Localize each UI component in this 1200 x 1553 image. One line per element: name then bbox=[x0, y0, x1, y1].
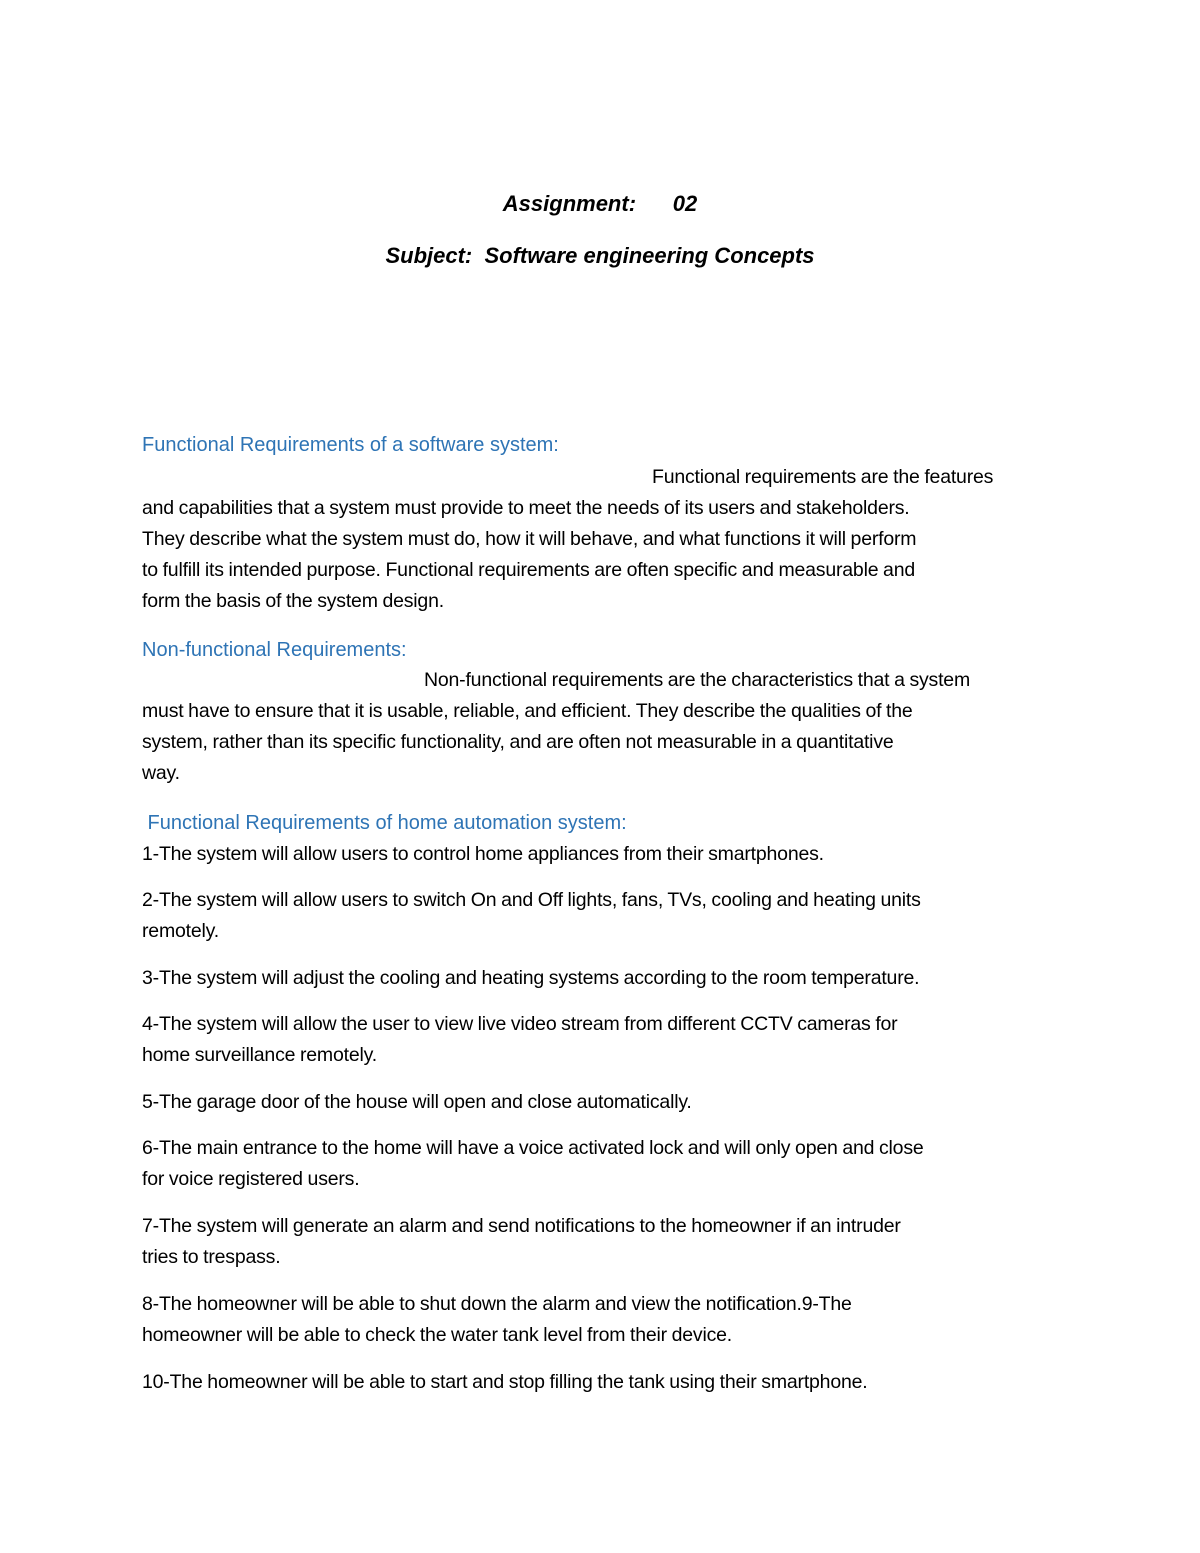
subject-value: Software engineering Concepts bbox=[484, 243, 815, 268]
paragraph-line: to fulfill its intended purpose. Functional requirements are often specific and measurable and bbox=[142, 559, 915, 581]
subject-label: Subject: bbox=[385, 243, 473, 268]
list-item bbox=[142, 1367, 1062, 1398]
subject-line bbox=[0, 242, 1200, 270]
list-item-line: 5-The garage door of the house will open and close automatically. bbox=[142, 1091, 692, 1113]
list-item-line: 4-The system will allow the user to view live video stream from different CCTV cameras for bbox=[142, 1013, 898, 1035]
list-item-line: 10-The homeowner will be able to start and stop filling the tank using their smartphone. bbox=[142, 1371, 868, 1393]
assignment-line bbox=[0, 190, 1200, 218]
list-item bbox=[142, 1133, 1062, 1195]
list-item-line: 8-The homeowner will be able to shut down the alarm and view the notification.9-The bbox=[142, 1293, 852, 1315]
list-item bbox=[142, 1211, 1062, 1273]
paragraph-line: must have to ensure that it is usable, reliable, and efficient. They describe the qualities of the bbox=[142, 700, 913, 722]
list-item-line: homeowner will be able to check the water tank level from their device. bbox=[142, 1324, 733, 1346]
assignment-number: 02 bbox=[672, 191, 698, 216]
list-item-line: home surveillance remotely. bbox=[142, 1044, 377, 1066]
list-item-line: 7-The system will generate an alarm and send notifications to the homeowner if an intruder bbox=[142, 1215, 901, 1237]
functional-paragraph bbox=[142, 462, 1062, 617]
nonfunctional-heading: Non-functional Requirements: bbox=[142, 639, 407, 661]
list-item bbox=[142, 1009, 1062, 1071]
paragraph-line: Non-functional requirements are the characteristics that a system bbox=[424, 669, 971, 691]
nonfunctional-paragraph bbox=[142, 665, 1062, 789]
list-item-line: remotely. bbox=[142, 920, 219, 942]
paragraph-line: and capabilities that a system must provide to meet the needs of its users and stakeholders. bbox=[142, 497, 910, 519]
paragraph-line: way. bbox=[142, 762, 180, 784]
list-item-line: 6-The main entrance to the home will have a voice activated lock and will only open and close bbox=[142, 1137, 924, 1159]
list-item-line: 3-The system will adjust the cooling and heating systems according to the room temperature. bbox=[142, 967, 920, 989]
paragraph-line: They describe what the system must do, how it will behave, and what functions it will perform bbox=[142, 528, 917, 550]
list-item bbox=[142, 1087, 1062, 1118]
list-item-line: for voice registered users. bbox=[142, 1168, 360, 1190]
assignment-label: Assignment: bbox=[502, 191, 637, 216]
list-item bbox=[142, 963, 1062, 994]
list-item-line: 2-The system will allow users to switch On and Off lights, fans, TVs, cooling and heating units bbox=[142, 889, 921, 911]
list-item-line: tries to trespass. bbox=[142, 1246, 281, 1268]
functional-heading: Functional Requirements of a software system: bbox=[142, 434, 559, 456]
home-automation-heading: Functional Requirements of home automation system: bbox=[142, 812, 627, 834]
paragraph-line: Functional requirements are the features bbox=[652, 466, 994, 488]
paragraph-line: system, rather than its specific functionality, and are often not measurable in a quantitative bbox=[142, 731, 894, 753]
list-item bbox=[142, 885, 1062, 947]
list-item-line: 1-The system will allow users to control home appliances from their smartphones. bbox=[142, 843, 824, 865]
list-item bbox=[142, 1289, 1062, 1351]
paragraph-line: form the basis of the system design. bbox=[142, 590, 444, 612]
list-item bbox=[142, 839, 1062, 870]
